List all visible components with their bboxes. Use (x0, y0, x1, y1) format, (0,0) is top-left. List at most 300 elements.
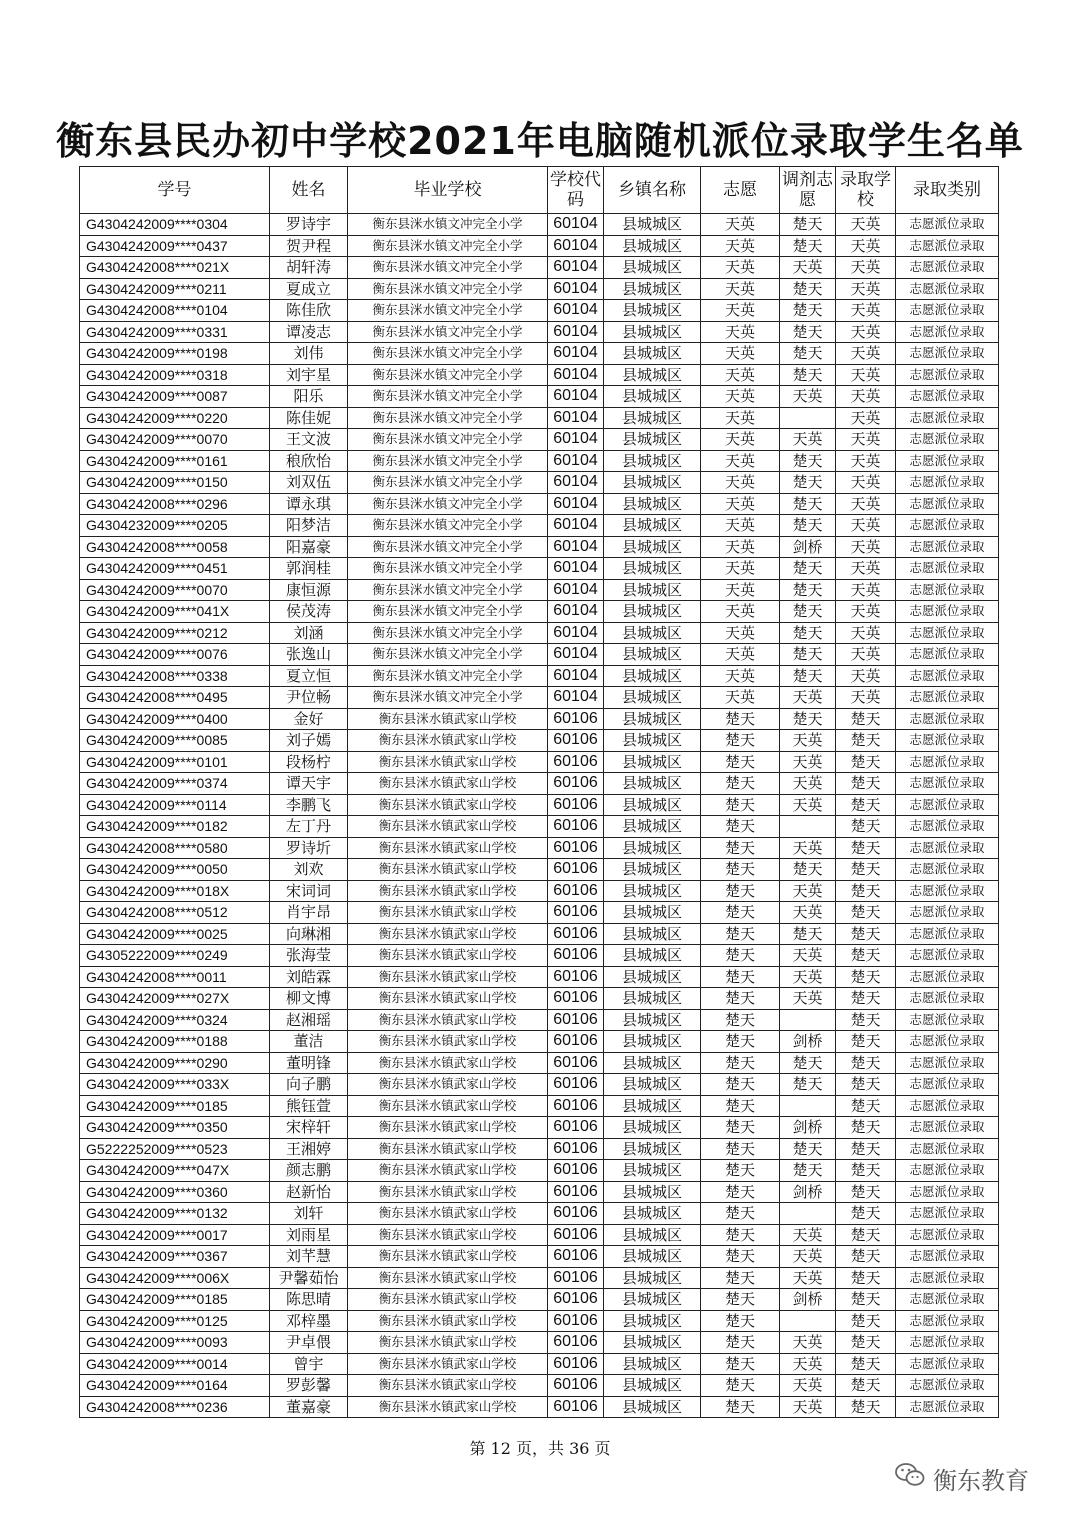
cell-student-id: G4304242009****0017 (80, 1224, 270, 1246)
cell-choice: 天英 (701, 278, 780, 300)
cell-school-code: 60106 (548, 1074, 604, 1096)
cell-admitted: 楚天 (836, 966, 896, 988)
cell-name: 董嘉豪 (270, 1396, 348, 1418)
cell-adjust: 天英 (780, 902, 836, 924)
cell-student-id: G4304242008****0104 (80, 300, 270, 322)
cell-admitted: 楚天 (836, 1095, 896, 1117)
cell-category: 志愿派位录取 (896, 1310, 999, 1332)
header-admitted: 录取学校 (836, 167, 896, 214)
cell-town: 县城城区 (604, 321, 701, 343)
cell-choice: 天英 (701, 386, 780, 408)
cell-adjust: 天英 (780, 687, 836, 709)
cell-school: 衡东县洣水镇文冲完全小学 (348, 235, 548, 257)
cell-student-id: G4304242009****0367 (80, 1246, 270, 1268)
cell-student-id: G4304242009****0211 (80, 278, 270, 300)
cell-school: 衡东县洣水镇文冲完全小学 (348, 536, 548, 558)
cell-adjust: 剑桥 (780, 1289, 836, 1311)
cell-student-id: G4304242009****0114 (80, 794, 270, 816)
cell-category: 志愿派位录取 (896, 730, 999, 752)
cell-school-code: 60104 (548, 257, 604, 279)
table-row (80, 558, 999, 580)
cell-category: 志愿派位录取 (896, 429, 999, 451)
cell-school: 衡东县洣水镇文冲完全小学 (348, 665, 548, 687)
cell-town: 县城城区 (604, 730, 701, 752)
cell-name: 陈思晴 (270, 1289, 348, 1311)
cell-school: 衡东县洣水镇武家山学校 (348, 1375, 548, 1397)
cell-admitted: 楚天 (836, 880, 896, 902)
cell-name: 刘轩 (270, 1203, 348, 1225)
cell-school-code: 60104 (548, 579, 604, 601)
table-row (80, 214, 999, 236)
cell-student-id: G4304242009****0150 (80, 472, 270, 494)
cell-adjust: 剑桥 (780, 1117, 836, 1139)
cell-choice: 楚天 (701, 1203, 780, 1225)
header-category: 录取类别 (896, 167, 999, 214)
cell-category: 志愿派位录取 (896, 1224, 999, 1246)
cell-town: 县城城区 (604, 1117, 701, 1139)
cell-admitted: 楚天 (836, 1117, 896, 1139)
cell-choice: 天英 (701, 644, 780, 666)
cell-adjust (780, 1310, 836, 1332)
cell-student-id: G4304242008****0495 (80, 687, 270, 709)
cell-student-id: G4304232009****0205 (80, 515, 270, 537)
cell-category: 志愿派位录取 (896, 687, 999, 709)
cell-admitted: 楚天 (836, 708, 896, 730)
cell-school-code: 60106 (548, 837, 604, 859)
cell-school-code: 60106 (548, 902, 604, 924)
cell-name: 刘雨星 (270, 1224, 348, 1246)
cell-school-code: 60104 (548, 300, 604, 322)
header-adjust: 调剂志愿 (780, 167, 836, 214)
cell-school: 衡东县洣水镇文冲完全小学 (348, 644, 548, 666)
watermark-text: 衡东教育 (933, 1466, 1029, 1495)
cell-adjust: 天英 (780, 1396, 836, 1418)
cell-school-code: 60106 (548, 988, 604, 1010)
cell-student-id: G4304242009****0185 (80, 1095, 270, 1117)
cell-admitted: 楚天 (836, 902, 896, 924)
cell-choice: 天英 (701, 300, 780, 322)
cell-school-code: 60106 (548, 1246, 604, 1268)
cell-town: 县城城区 (604, 1052, 701, 1074)
cell-name: 刘皓霖 (270, 966, 348, 988)
table-row (80, 816, 999, 838)
table-row (80, 1224, 999, 1246)
cell-adjust (780, 1203, 836, 1225)
cell-student-id: G4304242009****027X (80, 988, 270, 1010)
cell-choice: 楚天 (701, 1031, 780, 1053)
cell-school-code: 60104 (548, 558, 604, 580)
cell-student-id: G4304242009****0324 (80, 1009, 270, 1031)
cell-category: 志愿派位录取 (896, 966, 999, 988)
cell-name: 阳梦洁 (270, 515, 348, 537)
cell-name: 张逸山 (270, 644, 348, 666)
cell-adjust: 楚天 (780, 1138, 836, 1160)
cell-student-id: G4304242009****0212 (80, 622, 270, 644)
cell-town: 县城城区 (604, 1375, 701, 1397)
cell-school-code: 60106 (548, 1117, 604, 1139)
table-row (80, 343, 999, 365)
cell-school: 衡东县洣水镇文冲完全小学 (348, 364, 548, 386)
cell-choice: 楚天 (701, 1138, 780, 1160)
table-row (80, 1375, 999, 1397)
table-row (80, 1052, 999, 1074)
page-number: 第 12 页，共 36 页 (469, 1439, 611, 1458)
cell-adjust: 楚天 (780, 214, 836, 236)
cell-choice: 楚天 (701, 1396, 780, 1418)
cell-category: 志愿派位录取 (896, 1246, 999, 1268)
cell-category: 志愿派位录取 (896, 1009, 999, 1031)
cell-choice: 楚天 (701, 1074, 780, 1096)
cell-student-id: G4304242009****0451 (80, 558, 270, 580)
cell-student-id: G4304242009****0360 (80, 1181, 270, 1203)
cell-town: 县城城区 (604, 1009, 701, 1031)
cell-town: 县城城区 (604, 902, 701, 924)
cell-admitted: 楚天 (836, 923, 896, 945)
cell-name: 阳乐 (270, 386, 348, 408)
cell-student-id: G4304242008****0058 (80, 536, 270, 558)
cell-admitted: 天英 (836, 515, 896, 537)
cell-name: 董明锋 (270, 1052, 348, 1074)
cell-school: 衡东县洣水镇武家山学校 (348, 1310, 548, 1332)
cell-school-code: 60106 (548, 1353, 604, 1375)
cell-school-code: 60106 (548, 1203, 604, 1225)
cell-name: 向子鹏 (270, 1074, 348, 1096)
cell-adjust: 剑桥 (780, 536, 836, 558)
cell-name: 赵新怡 (270, 1181, 348, 1203)
cell-admitted: 天英 (836, 257, 896, 279)
cell-category: 志愿派位录取 (896, 859, 999, 881)
cell-school: 衡东县洣水镇武家山学校 (348, 880, 548, 902)
cell-adjust: 剑桥 (780, 1031, 836, 1053)
cell-category: 志愿派位录取 (896, 1138, 999, 1160)
cell-name: 谭凌志 (270, 321, 348, 343)
cell-school-code: 60104 (548, 493, 604, 515)
table-row (80, 601, 999, 623)
cell-admitted: 天英 (836, 665, 896, 687)
table-row (80, 622, 999, 644)
cell-student-id: G4304242008****0011 (80, 966, 270, 988)
cell-school: 衡东县洣水镇武家山学校 (348, 1332, 548, 1354)
cell-student-id: G5222252009****0523 (80, 1138, 270, 1160)
cell-school: 衡东县洣水镇武家山学校 (348, 1181, 548, 1203)
table-row (80, 687, 999, 709)
header-school: 毕业学校 (348, 167, 548, 214)
cell-category: 志愿派位录取 (896, 1332, 999, 1354)
cell-category: 志愿派位录取 (896, 1203, 999, 1225)
cell-category: 志愿派位录取 (896, 558, 999, 580)
table-row (80, 859, 999, 881)
table-row (80, 923, 999, 945)
cell-school: 衡东县洣水镇武家山学校 (348, 923, 548, 945)
cell-school-code: 60104 (548, 429, 604, 451)
cell-choice: 天英 (701, 665, 780, 687)
cell-name: 赵湘瑶 (270, 1009, 348, 1031)
cell-school-code: 60106 (548, 1138, 604, 1160)
cell-admitted: 楚天 (836, 1289, 896, 1311)
cell-school-code: 60104 (548, 536, 604, 558)
table-row (80, 837, 999, 859)
cell-admitted: 天英 (836, 622, 896, 644)
cell-student-id: G4304242009****0070 (80, 429, 270, 451)
cell-town: 县城城区 (604, 1332, 701, 1354)
cell-adjust: 天英 (780, 1267, 836, 1289)
cell-category: 志愿派位录取 (896, 1375, 999, 1397)
cell-school: 衡东县洣水镇武家山学校 (348, 1267, 548, 1289)
cell-adjust: 天英 (780, 837, 836, 859)
cell-school-code: 60104 (548, 665, 604, 687)
cell-adjust: 天英 (780, 730, 836, 752)
cell-town: 县城城区 (604, 515, 701, 537)
cell-school-code: 60104 (548, 687, 604, 709)
cell-town: 县城城区 (604, 343, 701, 365)
cell-school-code: 60106 (548, 1052, 604, 1074)
table-row (80, 730, 999, 752)
cell-school: 衡东县洣水镇文冲完全小学 (348, 407, 548, 429)
admission-table (79, 166, 999, 1418)
cell-choice: 楚天 (701, 923, 780, 945)
cell-student-id: G4304242009****0437 (80, 235, 270, 257)
cell-choice: 天英 (701, 687, 780, 709)
cell-school: 衡东县洣水镇武家山学校 (348, 1052, 548, 1074)
cell-choice: 天英 (701, 429, 780, 451)
cell-name: 刘宇星 (270, 364, 348, 386)
cell-adjust: 楚天 (780, 708, 836, 730)
cell-school-code: 60106 (548, 708, 604, 730)
cell-choice: 天英 (701, 321, 780, 343)
header-name: 姓名 (270, 167, 348, 214)
cell-choice: 楚天 (701, 708, 780, 730)
cell-school-code: 60106 (548, 1224, 604, 1246)
cell-admitted: 楚天 (836, 837, 896, 859)
cell-student-id: G4304242009****0132 (80, 1203, 270, 1225)
header-choice: 志愿 (701, 167, 780, 214)
cell-adjust: 楚天 (780, 343, 836, 365)
cell-category: 志愿派位录取 (896, 1181, 999, 1203)
cell-admitted: 天英 (836, 558, 896, 580)
cell-town: 县城城区 (604, 558, 701, 580)
cell-student-id: G4304242009****0093 (80, 1332, 270, 1354)
cell-category: 志愿派位录取 (896, 472, 999, 494)
cell-category: 志愿派位录取 (896, 816, 999, 838)
cell-category: 志愿派位录取 (896, 1052, 999, 1074)
cell-school: 衡东县洣水镇文冲完全小学 (348, 601, 548, 623)
cell-student-id: G4304242009****0331 (80, 321, 270, 343)
cell-town: 县城城区 (604, 923, 701, 945)
table-row (80, 1246, 999, 1268)
cell-category: 志愿派位录取 (896, 321, 999, 343)
cell-school-code: 60104 (548, 472, 604, 494)
cell-name: 柳文博 (270, 988, 348, 1010)
cell-town: 县城城区 (604, 407, 701, 429)
cell-choice: 天英 (701, 536, 780, 558)
cell-admitted: 楚天 (836, 1052, 896, 1074)
cell-name: 尹卓偎 (270, 1332, 348, 1354)
cell-adjust (780, 1095, 836, 1117)
cell-school-code: 60104 (548, 601, 604, 623)
cell-choice: 楚天 (701, 1224, 780, 1246)
cell-adjust: 楚天 (780, 1074, 836, 1096)
cell-choice: 天英 (701, 558, 780, 580)
cell-student-id: G4304242009****0198 (80, 343, 270, 365)
cell-category: 志愿派位录取 (896, 1396, 999, 1418)
table-row (80, 1267, 999, 1289)
cell-category: 志愿派位录取 (896, 794, 999, 816)
cell-school: 衡东县洣水镇武家山学校 (348, 1396, 548, 1418)
cell-student-id: G4304242009****0076 (80, 644, 270, 666)
table-row (80, 751, 999, 773)
cell-student-id: G4304242009****0101 (80, 751, 270, 773)
cell-choice: 楚天 (701, 1267, 780, 1289)
cell-name: 刘欢 (270, 859, 348, 881)
cell-school: 衡东县洣水镇武家山学校 (348, 1117, 548, 1139)
cell-choice: 天英 (701, 601, 780, 623)
cell-school: 衡东县洣水镇文冲完全小学 (348, 278, 548, 300)
cell-admitted: 楚天 (836, 1267, 896, 1289)
cell-school: 衡东县洣水镇武家山学校 (348, 730, 548, 752)
cell-category: 志愿派位录取 (896, 493, 999, 515)
cell-town: 县城城区 (604, 1353, 701, 1375)
cell-town: 县城城区 (604, 794, 701, 816)
cell-town: 县城城区 (604, 665, 701, 687)
cell-student-id: G4304242009****0318 (80, 364, 270, 386)
cell-adjust: 天英 (780, 773, 836, 795)
cell-school-code: 60106 (548, 1160, 604, 1182)
cell-student-id: G4304242009****0087 (80, 386, 270, 408)
cell-name: 宋梓轩 (270, 1117, 348, 1139)
cell-student-id: G4304242009****033X (80, 1074, 270, 1096)
table-row (80, 1353, 999, 1375)
cell-adjust: 楚天 (780, 622, 836, 644)
cell-admitted: 天英 (836, 429, 896, 451)
cell-category: 志愿派位录取 (896, 1353, 999, 1375)
cell-admitted: 楚天 (836, 1310, 896, 1332)
cell-name: 刘双伍 (270, 472, 348, 494)
cell-student-id: G4304242009****0290 (80, 1052, 270, 1074)
cell-town: 县城城区 (604, 1203, 701, 1225)
cell-admitted: 天英 (836, 386, 896, 408)
cell-school-code: 60104 (548, 214, 604, 236)
cell-category: 志愿派位录取 (896, 450, 999, 472)
cell-adjust: 剑桥 (780, 1181, 836, 1203)
cell-name: 左丁丹 (270, 816, 348, 838)
cell-town: 县城城区 (604, 364, 701, 386)
cell-category: 志愿派位录取 (896, 923, 999, 945)
cell-school-code: 60106 (548, 923, 604, 945)
cell-name: 尹位畅 (270, 687, 348, 709)
table-row (80, 493, 999, 515)
cell-admitted: 楚天 (836, 1332, 896, 1354)
cell-admitted: 楚天 (836, 1009, 896, 1031)
cell-student-id: G4304242009****0164 (80, 1375, 270, 1397)
cell-choice: 天英 (701, 214, 780, 236)
cell-category: 志愿派位录取 (896, 708, 999, 730)
cell-name: 陈佳欣 (270, 300, 348, 322)
cell-school: 衡东县洣水镇文冲完全小学 (348, 257, 548, 279)
cell-student-id: G4304242008****021X (80, 257, 270, 279)
cell-student-id: G4304242009****041X (80, 601, 270, 623)
cell-school: 衡东县洣水镇武家山学校 (348, 708, 548, 730)
cell-category: 志愿派位录取 (896, 751, 999, 773)
cell-adjust: 楚天 (780, 321, 836, 343)
cell-town: 县城城区 (604, 837, 701, 859)
cell-admitted: 天英 (836, 601, 896, 623)
cell-category: 志愿派位录取 (896, 1289, 999, 1311)
cell-school: 衡东县洣水镇文冲完全小学 (348, 558, 548, 580)
cell-school: 衡东县洣水镇文冲完全小学 (348, 622, 548, 644)
cell-admitted: 天英 (836, 214, 896, 236)
cell-school: 衡东县洣水镇武家山学校 (348, 945, 548, 967)
cell-choice: 楚天 (701, 816, 780, 838)
cell-school-code: 60104 (548, 515, 604, 537)
cell-school-code: 60106 (548, 1095, 604, 1117)
cell-adjust: 楚天 (780, 1160, 836, 1182)
watermark (895, 1460, 1065, 1496)
cell-town: 县城城区 (604, 450, 701, 472)
cell-name: 胡轩涛 (270, 257, 348, 279)
cell-name: 罗诗宇 (270, 214, 348, 236)
cell-choice: 楚天 (701, 988, 780, 1010)
cell-student-id: G4304242008****0512 (80, 902, 270, 924)
cell-name: 李鹏飞 (270, 794, 348, 816)
cell-adjust: 天英 (780, 429, 836, 451)
cell-choice: 天英 (701, 622, 780, 644)
cell-adjust: 楚天 (780, 859, 836, 881)
cell-school: 衡东县洣水镇武家山学校 (348, 1074, 548, 1096)
cell-school: 衡东县洣水镇武家山学校 (348, 1009, 548, 1031)
cell-adjust: 天英 (780, 1375, 836, 1397)
table-row (80, 1117, 999, 1139)
cell-school: 衡东县洣水镇文冲完全小学 (348, 579, 548, 601)
cell-name: 刘伟 (270, 343, 348, 365)
cell-adjust (780, 407, 836, 429)
wechat-icon (895, 1462, 925, 1494)
cell-school: 衡东县洣水镇文冲完全小学 (348, 386, 548, 408)
table-header-row (80, 167, 999, 214)
table-body (80, 214, 999, 1418)
cell-school: 衡东县洣水镇文冲完全小学 (348, 300, 548, 322)
cell-admitted: 天英 (836, 536, 896, 558)
cell-school-code: 60106 (548, 1332, 604, 1354)
table-row (80, 966, 999, 988)
cell-category: 志愿派位录取 (896, 364, 999, 386)
cell-adjust: 楚天 (780, 644, 836, 666)
table-row (80, 708, 999, 730)
cell-adjust: 天英 (780, 386, 836, 408)
cell-admitted: 楚天 (836, 773, 896, 795)
cell-adjust: 楚天 (780, 300, 836, 322)
cell-name: 郭润桂 (270, 558, 348, 580)
cell-school: 衡东县洣水镇文冲完全小学 (348, 429, 548, 451)
cell-adjust: 楚天 (780, 1052, 836, 1074)
cell-town: 县城城区 (604, 1095, 701, 1117)
cell-student-id: G4304242008****0296 (80, 493, 270, 515)
cell-admitted: 天英 (836, 343, 896, 365)
cell-category: 志愿派位录取 (896, 644, 999, 666)
cell-choice: 楚天 (701, 837, 780, 859)
cell-student-id: G4304242009****0185 (80, 1289, 270, 1311)
cell-admitted: 楚天 (836, 1181, 896, 1203)
cell-town: 县城城区 (604, 300, 701, 322)
cell-adjust: 天英 (780, 988, 836, 1010)
cell-choice: 楚天 (701, 794, 780, 816)
cell-name: 夏成立 (270, 278, 348, 300)
cell-category: 志愿派位录取 (896, 1095, 999, 1117)
cell-school: 衡东县洣水镇武家山学校 (348, 837, 548, 859)
cell-school-code: 60104 (548, 343, 604, 365)
cell-admitted: 楚天 (836, 816, 896, 838)
cell-town: 县城城区 (604, 945, 701, 967)
cell-student-id: G4304242009****0050 (80, 859, 270, 881)
